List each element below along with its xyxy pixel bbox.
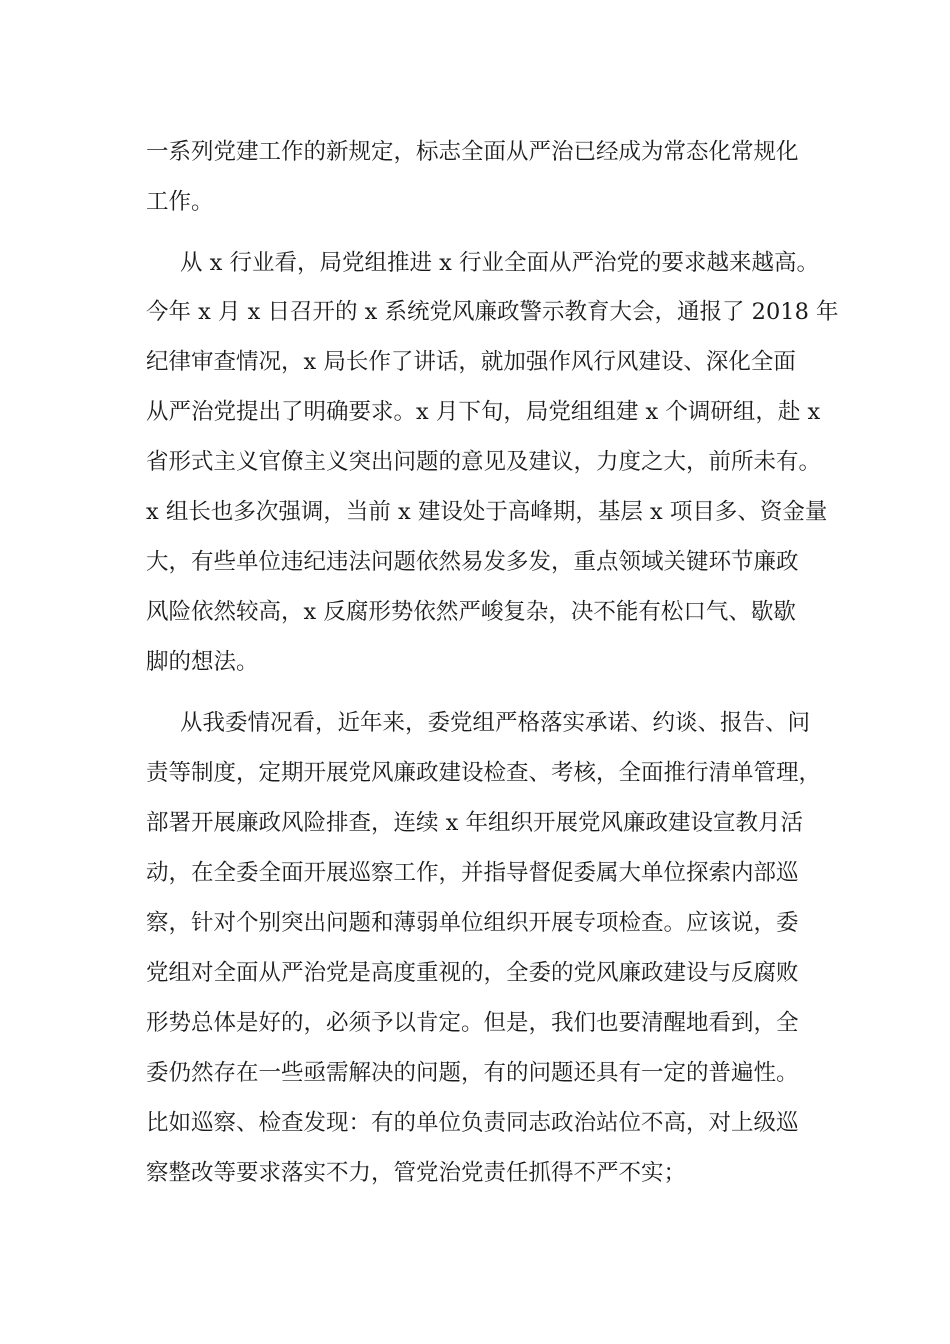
text-line: 工作。 bbox=[146, 189, 214, 215]
text-line: 风险依然较高，x 反腐形势依然严峻复杂，决不能有松口气、歇歇 bbox=[146, 599, 796, 625]
text-line: x 组长也多次强调，当前 x 建设处于高峰期，基层 x 项目多、资金量 bbox=[146, 499, 828, 525]
text-line: 一系列党建工作的新规定，标志全面从严治已经成为常态化常规化 bbox=[146, 139, 799, 165]
text-line: 纪律审查情况，x 局长作了讲话，就加强作风行风建设、深化全面 bbox=[146, 349, 796, 375]
paragraph-first-line: 从我委情况看，近年来，委党组严格落实承诺、约谈、报告、问 bbox=[180, 710, 811, 736]
text-line: 形势总体是好的，必须予以肯定。但是，我们也要清醒地看到，全 bbox=[146, 1010, 799, 1036]
text-line: 察，针对个别突出问题和薄弱单位组织开展专项检查。应该说，委 bbox=[146, 910, 799, 936]
text-line: 动，在全委全面开展巡察工作，并指导督促委属大单位探索内部巡 bbox=[146, 860, 799, 886]
paragraph-first-line: 从 x 行业看，局党组推进 x 行业全面从严治党的要求越来越高。 bbox=[180, 250, 819, 276]
text-line: 委仍然存在一些亟需解决的问题，有的问题还具有一定的普遍性。 bbox=[146, 1060, 799, 1086]
text-line: 比如巡察、检查发现：有的单位负责同志政治站位不高，对上级巡 bbox=[146, 1110, 799, 1136]
text-line: 察整改等要求落实不力，管党治党责任抓得不严不实； bbox=[146, 1160, 687, 1186]
text-line: 今年 x 月 x 日召开的 x 系统党风廉政警示教育大会，通报了 2018 年 bbox=[146, 299, 839, 325]
text-line: 脚的想法。 bbox=[146, 649, 259, 675]
text-line: 部署开展廉政风险排查，连续 x 年组织开展党风廉政建设宣教月活 bbox=[146, 810, 803, 836]
text-line: 党组对全面从严治党是高度重视的，全委的党风廉政建设与反腐败 bbox=[146, 960, 799, 986]
text-line: 大，有些单位违纪违法问题依然易发多发，重点领域关键环节廉政 bbox=[146, 549, 799, 575]
text-line: 责等制度，定期开展党风廉政建设检查、考核，全面推行清单管理， bbox=[146, 760, 822, 786]
text-line: 省形式主义官僚主义突出问题的意见及建议，力度之大，前所未有。 bbox=[146, 449, 822, 475]
text-line: 从严治党提出了明确要求。x 月下旬，局党组组建 x 个调研组，赴 x bbox=[146, 399, 821, 425]
